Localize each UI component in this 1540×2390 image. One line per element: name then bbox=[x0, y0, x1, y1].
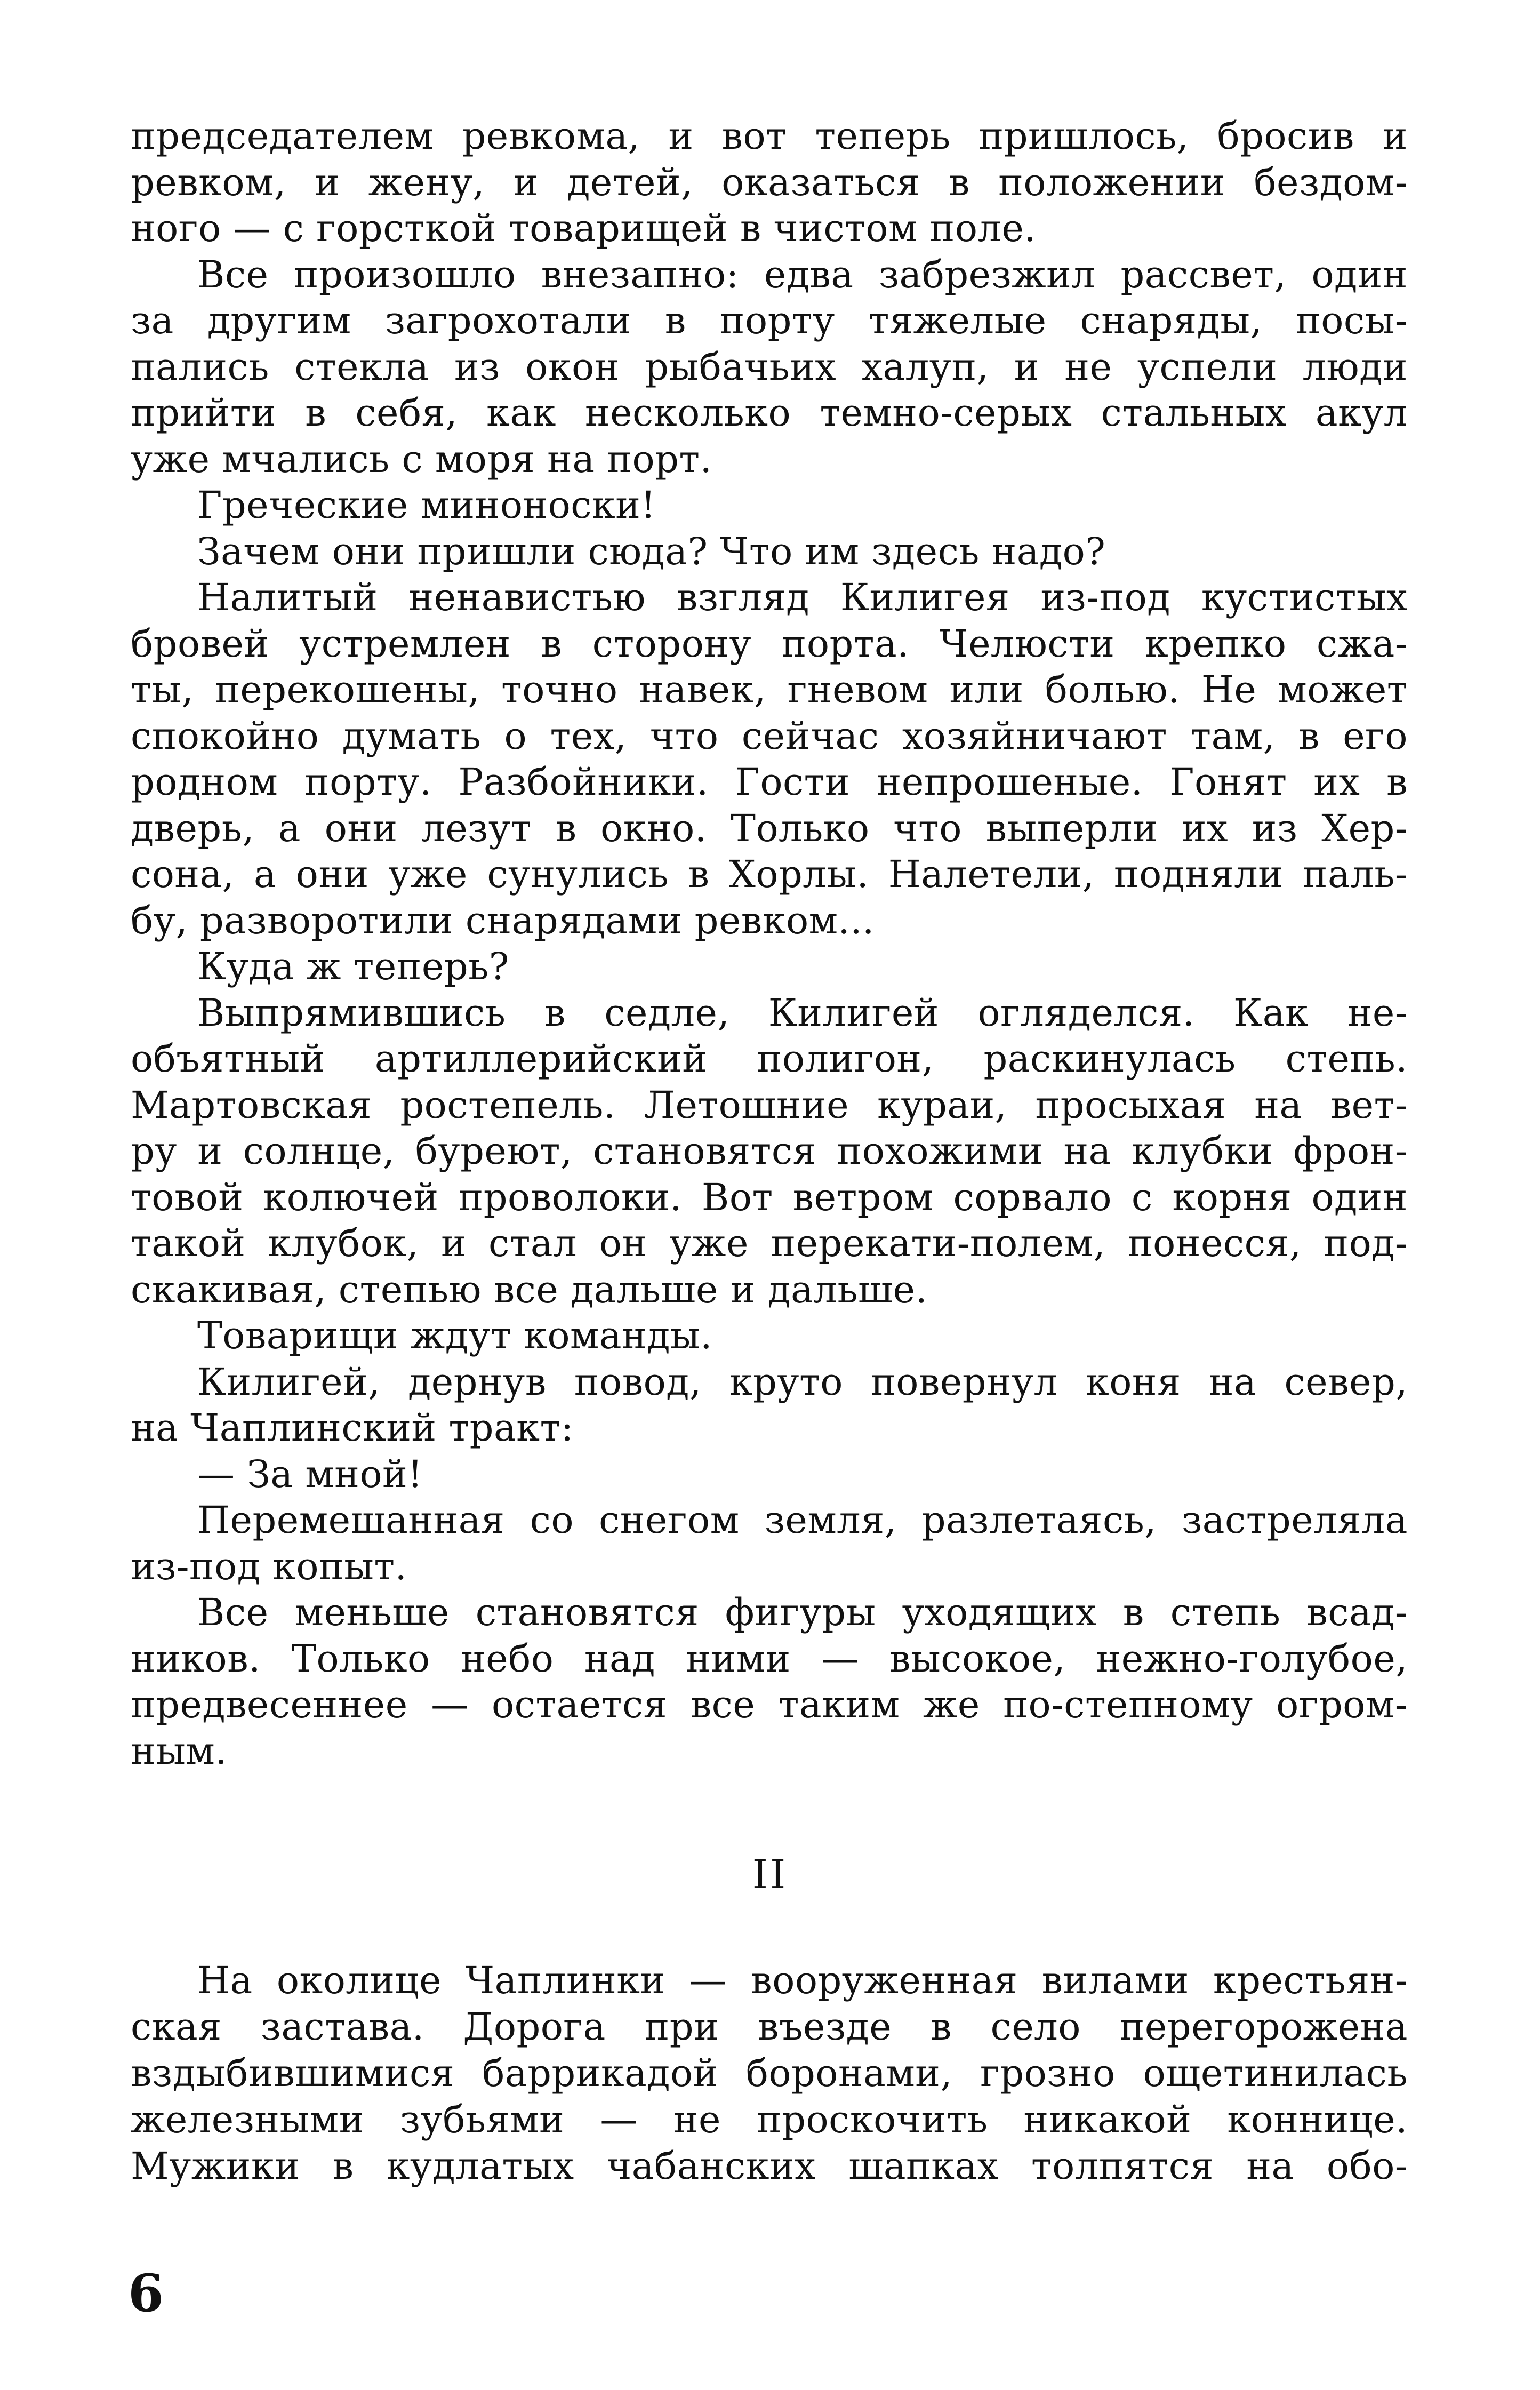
text-line: Мужики в кудлатых чабанских шапках толпятся на обо- bbox=[131, 2144, 1408, 2188]
text-line: Налитый ненавистью взгляд Килигея из-под кустистых bbox=[197, 575, 1408, 619]
text-line: вздыбившимися баррикадой боронами, грозно ощетинилась bbox=[131, 2051, 1408, 2095]
text-line: бровей устремлен в сторону порта. Челюсти крепко сжа- bbox=[131, 621, 1408, 666]
text-line: ты, перекошены, точно навек, гневом или болью. Не может bbox=[131, 668, 1408, 712]
text-line: Товарищи ждут команды. bbox=[197, 1314, 712, 1357]
text-line: бу, разворотили снарядами ревком... bbox=[131, 898, 875, 942]
text-line: прийти в себя, как несколько темно-серых стальных акул bbox=[131, 391, 1408, 435]
text-line: за другим загрохотали в порту тяжелые снаряды, посы- bbox=[131, 299, 1408, 342]
text-line: объятный артиллерийский полигон, раскинулась степь. bbox=[131, 1037, 1408, 1081]
section-heading: II bbox=[752, 1852, 788, 1898]
text-line: Куда ж теперь? bbox=[197, 945, 509, 988]
text-line: Греческие миноноски! bbox=[197, 483, 656, 527]
text-line: ру и солнце, буреют, становятся похожими на клубки фрон- bbox=[131, 1129, 1408, 1173]
text-line: ская застава. Дорога при въезде в село перегорожена bbox=[131, 2005, 1408, 2049]
text-line: скакивая, степью все дальше и дальше. bbox=[131, 1267, 928, 1312]
text-line: ным. bbox=[131, 1729, 228, 1773]
text-line: товой колючей проволоки. Вот ветром сорвало с корня один bbox=[131, 1175, 1408, 1219]
text-line: на Чаплинский тракт: bbox=[131, 1406, 574, 1450]
text-line: Килигей, дернув повод, круто повернул коня на север, bbox=[197, 1360, 1408, 1404]
text-line: Все произошло внезапно: едва забрезжил рассвет, один bbox=[197, 252, 1408, 297]
text-line: железными зубьями — не проскочить никакой коннице. bbox=[131, 2098, 1408, 2141]
text-line: сона, а они уже сунулись в Хорлы. Налетели, подняли паль- bbox=[131, 852, 1408, 896]
text-line: — За мной! bbox=[197, 1452, 423, 1496]
text-line: уже мчались с моря на порт. bbox=[131, 437, 712, 481]
text-line: На околице Чаплинки — вооруженная вилами крестьян- bbox=[197, 1959, 1408, 2002]
text-line: председателем ревкома, и вот теперь пришлось, бросив и bbox=[131, 114, 1408, 158]
text-line: ного — с горсткой товарищей в чистом поле. bbox=[131, 206, 1037, 250]
text-line: ревком, и жену, и детей, оказаться в положении бездом- bbox=[131, 160, 1408, 204]
text-line: Мартовская ростепель. Летошние кураи, просыхая на вет- bbox=[131, 1083, 1408, 1127]
text-line: пались стекла из окон рыбачьих халуп, и не успели люди bbox=[131, 345, 1408, 389]
text-line: Все меньше становятся фигуры уходящих в степь всад- bbox=[197, 1590, 1408, 1634]
text-line: дверь, а они лезут в окно. Только что выперли их из Хер- bbox=[131, 806, 1408, 850]
text-line: Выпрямившись в седле, Килигей огляделся. Как не- bbox=[197, 990, 1408, 1035]
text-line: спокойно думать о тех, что сейчас хозяйничают там, в его bbox=[131, 714, 1408, 758]
page-number: 6 bbox=[128, 2263, 164, 2323]
text-line: из-под копыт. bbox=[131, 1544, 407, 1588]
text-line: родном порту. Разбойники. Гости непрошеные. Гонят их в bbox=[131, 760, 1408, 804]
text-line: Перемешанная со снегом земля, разлетаясь, застреляла bbox=[197, 1498, 1408, 1542]
text-line: Зачем они пришли сюда? Что им здесь надо? bbox=[197, 529, 1106, 573]
text-line: такой клубок, и стал он уже перекати-полем, понесся, под- bbox=[131, 1221, 1408, 1265]
text-line: предвесеннее — остается все таким же по-степному огром- bbox=[131, 1683, 1408, 1726]
text-line: ников. Только небо над ними — высокое, нежно-голубое, bbox=[131, 1636, 1408, 1681]
